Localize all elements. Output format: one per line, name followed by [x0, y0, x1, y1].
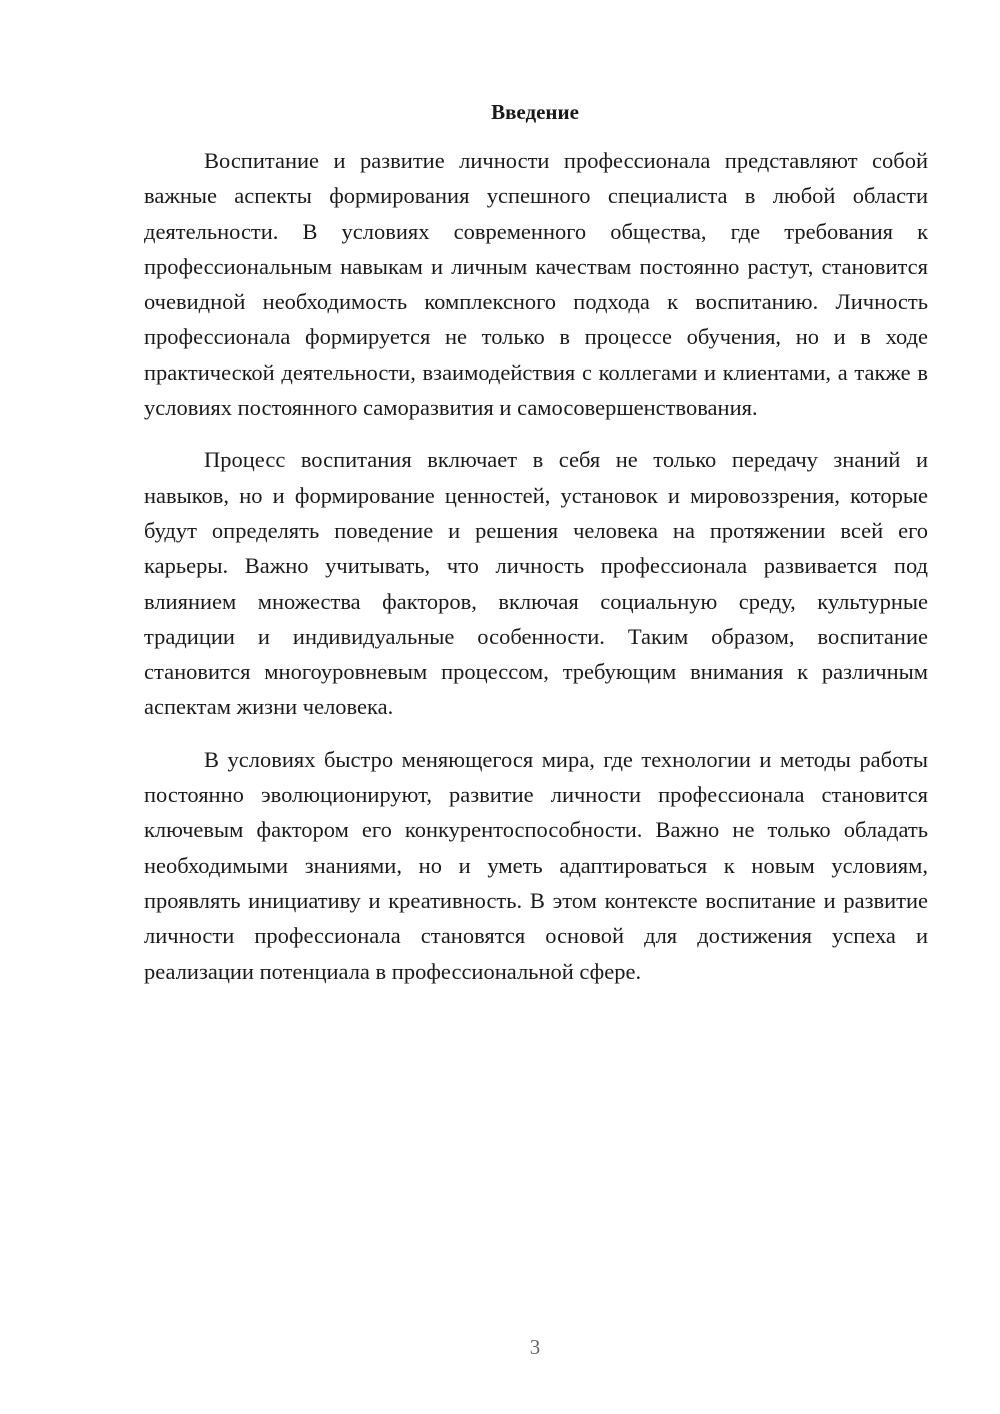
paragraph-2: Процесс воспитания включает в себя не только передачу знаний и навыков, но и формирование ценностей, установок и мировоззрения, которые будут определять поведение и решения человека на протяжении всей его карьеры. Важно учитывать, что личность профессионала развивается под влиянием множества факторов, включая социальную среду, культурные традиции и индивидуальные особенности. Таким образом, воспитание становится многоуровневым процессом, требующим внимания к различным аспектам жизни человека.	[144, 447, 928, 720]
page-number: 3	[529, 1335, 541, 1359]
document-body	[144, 143, 928, 1006]
paragraph-3: В условиях быстро меняющегося мира, где технологии и методы работы постоянно эволюционируют, развитие личности профессионала становится ключевым фактором его конкурентоспособности. Важно не только обладать необходимыми знаниями, но и уметь адаптироваться к новым условиям, проявлять инициативу и креативность. В этом контексте воспитание и развитие личности профессионала становятся основой для достижения успеха и реализации потенциала в профессиональной сфере.	[144, 746, 928, 984]
paragraph-1: Воспитание и развитие личности профессионала представляют собой важные аспекты формирования успешного специалиста в любой области деятельности. В условиях современного общества, где требования к профессиональным навыкам и личным качествам постоянно растут, становится очевидной необходимость комплексного подхода к воспитанию. Личность профессионала формируется не только в процессе обучения, но и в ходе практической деятельности, взаимодействия с коллегами и клиентами, а также в условиях постоянного саморазвития и самосовершенствования.	[144, 148, 928, 421]
page-title: Введение	[491, 100, 579, 124]
